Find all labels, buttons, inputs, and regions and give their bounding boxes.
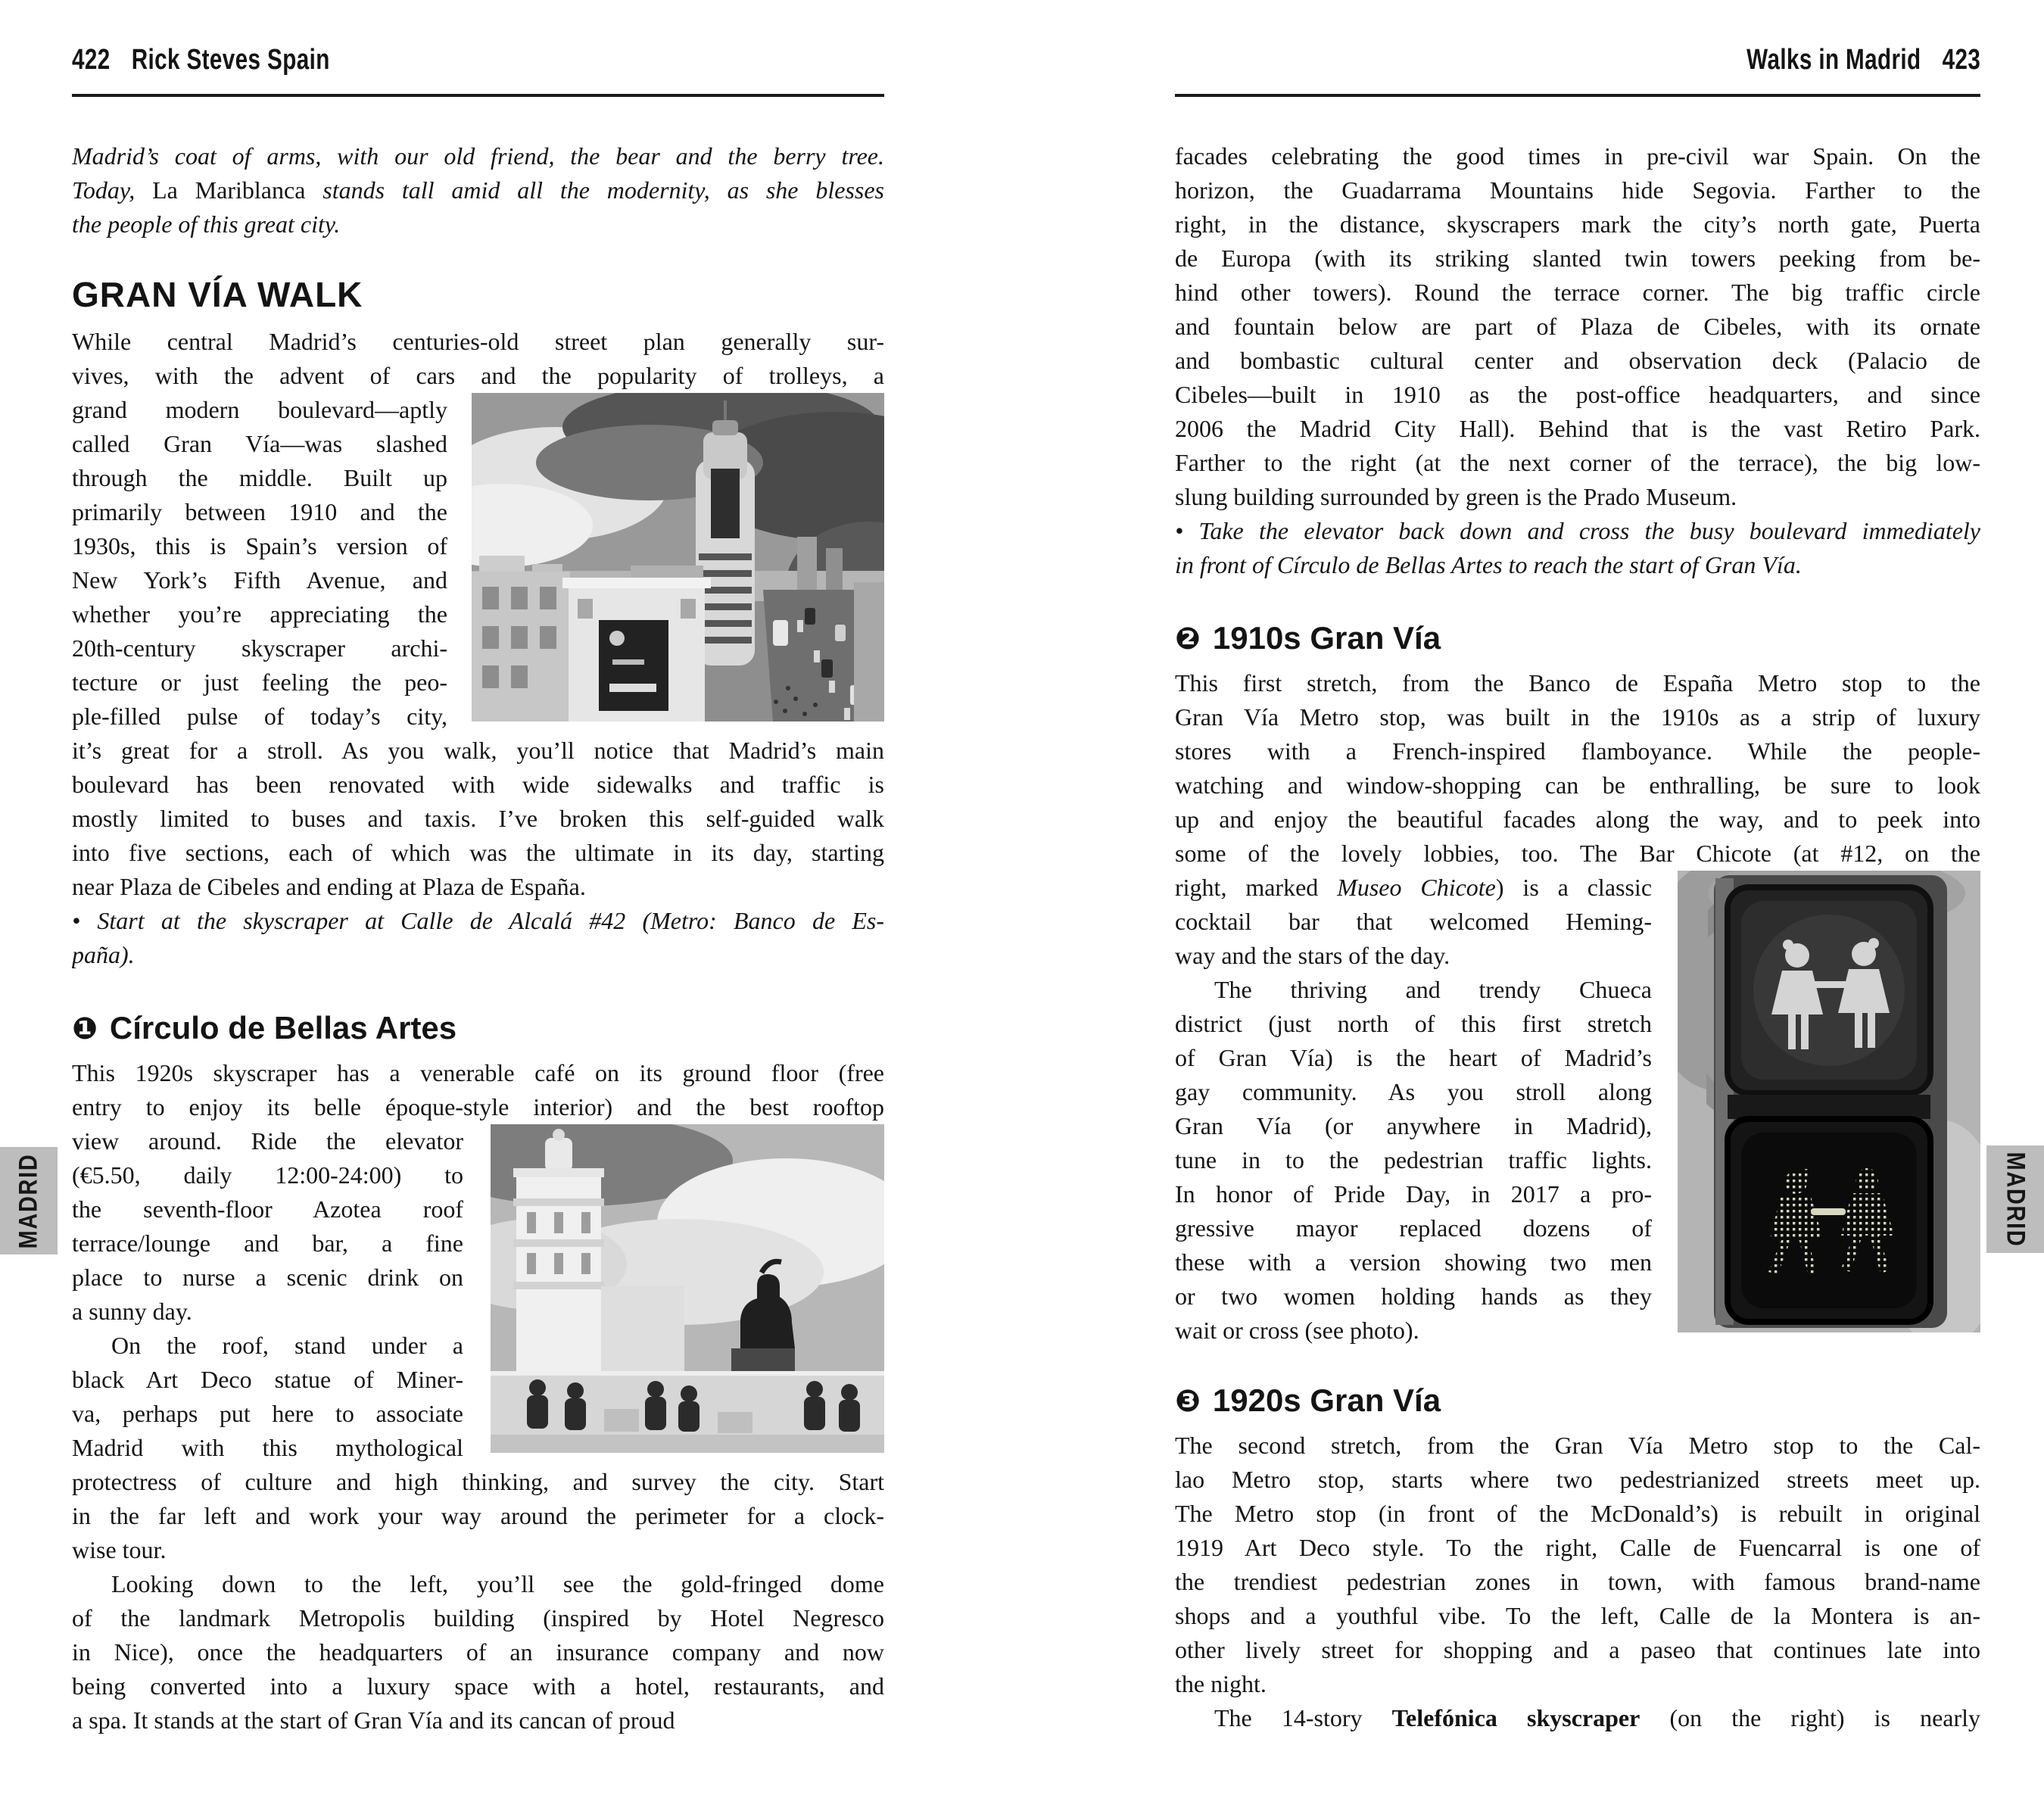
text-line: This 1920s skyscraper has a venerable café on its ground floor (free bbox=[72, 1059, 884, 1086]
text-line: wait or cross (see photo). bbox=[1175, 1317, 1419, 1344]
section-heading-label: 1910s Gran Vía bbox=[1212, 620, 1441, 656]
section-number-badge: ❷ bbox=[1175, 622, 1201, 656]
traffic-light-illustration bbox=[1678, 871, 1980, 1332]
left-page-body bbox=[72, 139, 884, 1738]
section-number-badge: ❶ bbox=[72, 1011, 98, 1046]
section-heading bbox=[72, 273, 884, 316]
text-line: right, in the distance, skyscrapers mark the city’s north gate, Puerta bbox=[1175, 210, 1980, 238]
text-line: Today, La Mariblanca stands tall amid all the modernity, as she blesses bbox=[72, 176, 884, 204]
section-heading-label: Círculo de Bellas Artes bbox=[109, 1010, 457, 1046]
madrid-tab-label: MADRID bbox=[14, 1153, 43, 1248]
text-line: cocktail bar that welcomed Heming- bbox=[1175, 908, 1652, 935]
text-line: protectress of culture and high thinking, and survey the city. Start bbox=[72, 1468, 884, 1495]
text-line: entry to enjoy its belle époque-style interior) and the best rooftop bbox=[72, 1093, 884, 1120]
text-line: terrace/lounge and bar, a fine bbox=[72, 1230, 463, 1257]
section-number-badge: ❸ bbox=[1175, 1384, 1201, 1419]
gran-via-street-photo bbox=[472, 393, 884, 722]
text-line: Looking down to the left, you’ll see the gold-fringed dome bbox=[111, 1570, 884, 1597]
book-title: Rick Steves Spain bbox=[131, 44, 330, 76]
section-heading bbox=[1175, 617, 1980, 660]
text-line: some of the lovely lobbies, too. The Bar Chicote (at #12, on the bbox=[1175, 840, 1980, 867]
text-line: Madrid’s coat of arms, with our old friend, the bear and the berry tree. bbox=[72, 142, 884, 170]
text-line: (€5.50, daily 12:00-24:00) to bbox=[72, 1161, 463, 1189]
page-number: 423 bbox=[1942, 44, 1980, 76]
madrid-chapter-tab-left bbox=[0, 1147, 58, 1254]
text-line: other lively street for shopping and a paseo that continues late into bbox=[1175, 1636, 1980, 1663]
text-line: place to nurse a scenic drink on bbox=[72, 1264, 463, 1291]
text-line: de Europa (with its striking slanted twin towers peeking from be- bbox=[1175, 245, 1980, 272]
header-left-group bbox=[72, 44, 330, 76]
text-line: • Take the elevator back down and cross the busy boulevard immediately bbox=[1175, 517, 1980, 544]
text-line: or two women holding hands as they bbox=[1175, 1282, 1652, 1310]
text-line: the trendiest pedestrian zones in town, with famous brand-name bbox=[1175, 1568, 1980, 1595]
text-line: grand modern boulevard—aptly bbox=[72, 396, 447, 423]
text-line: the night. bbox=[1175, 1670, 1267, 1697]
text-line: these with a version showing two men bbox=[1175, 1248, 1652, 1276]
left-page-header bbox=[72, 44, 884, 97]
section-heading bbox=[1175, 1379, 1980, 1423]
spacer bbox=[72, 242, 884, 272]
text-line: stores with a French-inspired flamboyance. While the people- bbox=[1175, 737, 1980, 765]
text-line: Madrid with this mythological bbox=[72, 1434, 463, 1461]
text-line: of the landmark Metropolis building (inspired by Hotel Negresco bbox=[72, 1604, 884, 1632]
text-line: district (just north of this first stretch bbox=[1175, 1010, 1652, 1037]
rooftop-terrace-illustration bbox=[491, 1124, 884, 1453]
text-line: up and enjoy the beautiful facades along the way, and to peek into bbox=[1175, 806, 1980, 833]
pedestrian-traffic-light-photo bbox=[1678, 871, 1980, 1332]
spacer bbox=[1175, 582, 1980, 617]
text-line: lao Metro stop, starts where two pedestrianized streets meet up. bbox=[1175, 1466, 1980, 1493]
text-line: The Metro stop (in front of the McDonald’s) is rebuilt in original bbox=[1175, 1500, 1980, 1527]
text-line: New York’s Fifth Avenue, and bbox=[72, 566, 447, 594]
section-heading bbox=[72, 1007, 884, 1050]
text-line: primarily between 1910 and the bbox=[72, 498, 447, 525]
text-line: hind other towers). Round the terrace corner. The big traffic circle bbox=[1175, 279, 1980, 306]
text-line: shops and a youthful vibe. To the left, Calle de la Montera is an- bbox=[1175, 1602, 1980, 1629]
chapter-title: Walks in Madrid bbox=[1746, 44, 1921, 76]
text-line: into five sections, each of which was the ultimate in its day, starting bbox=[72, 839, 884, 866]
text-line: This first stretch, from the Banco de España Metro stop to the bbox=[1175, 669, 1980, 697]
text-line: slung building surrounded by green is the Prado Museum. bbox=[1175, 483, 1737, 510]
text-line: facades celebrating the good times in pre-civil war Spain. On the bbox=[1175, 142, 1980, 170]
madrid-chapter-tab-right bbox=[1986, 1145, 2044, 1253]
right-page-header bbox=[1175, 44, 1980, 97]
text-line: 2006 the Madrid City Hall). Behind that is the vast Retiro Park. bbox=[1175, 415, 1980, 442]
gran-via-street-illustration bbox=[472, 393, 884, 722]
text-line: Gran Vía Metro stop, was built in the 1910s as a strip of luxury bbox=[1175, 703, 1980, 731]
text-line: boulevard has been renovated with wide sidewalks and traffic is bbox=[72, 771, 884, 798]
right-page-body bbox=[1175, 139, 1980, 1735]
text-line: Gran Vía (or anywhere in Madrid), bbox=[1175, 1112, 1652, 1139]
text-line: The 14-story Telefónica skyscraper (on the right) is nearly bbox=[1214, 1704, 1980, 1731]
text-line: a sunny day. bbox=[72, 1298, 192, 1325]
text-line: way and the stars of the day. bbox=[1175, 942, 1450, 969]
right-page bbox=[1175, 44, 1980, 1735]
text-line: a spa. It stands at the start of Gran Vía and its cancan of proud bbox=[72, 1706, 675, 1734]
text-line: vives, with the advent of cars and the popularity of trolleys, a bbox=[72, 362, 884, 389]
text-line: whether you’re appreciating the bbox=[72, 600, 447, 628]
azotea-rooftop-terrace-photo bbox=[491, 1124, 884, 1453]
text-line: Cibeles—built in 1910 as the post-office headquarters, and since bbox=[1175, 381, 1980, 408]
text-line: black Art Deco statue of Miner- bbox=[72, 1366, 463, 1393]
spacer bbox=[72, 972, 884, 1007]
text-line: being converted into a luxury space with a hotel, restaurants, and bbox=[72, 1672, 884, 1700]
text-line: tune in to the pedestrian traffic lights. bbox=[1175, 1146, 1652, 1173]
text-line: In honor of Pride Day, in 2017 a pro- bbox=[1175, 1180, 1652, 1208]
text-line: paña). bbox=[72, 941, 135, 968]
text-line: near Plaza de Cibeles and ending at Plaza de España. bbox=[72, 873, 586, 900]
text-line: The thriving and trendy Chueca bbox=[1214, 976, 1652, 1003]
text-line: the people of this great city. bbox=[72, 210, 341, 238]
text-line: right, marked Museo Chicote) is a classic bbox=[1175, 874, 1652, 901]
text-line: watching and window-shopping can be enthralling, be sure to look bbox=[1175, 771, 1980, 799]
text-line: gay community. As you stroll along bbox=[1175, 1078, 1652, 1105]
text-line: in the far left and work your way around the perimeter for a clock- bbox=[72, 1502, 884, 1529]
text-line: in front of Círculo de Bellas Artes to reach the start of Gran Vía. bbox=[1175, 551, 1802, 578]
text-line: va, perhaps put here to associate bbox=[72, 1400, 463, 1427]
text-line: mostly limited to buses and taxis. I’ve broken this self-guided walk bbox=[72, 805, 884, 832]
text-line: called Gran Vía—was slashed bbox=[72, 430, 447, 457]
spacer bbox=[1175, 1348, 1980, 1379]
text-line: in Nice), once the headquarters of an insurance company and now bbox=[72, 1638, 884, 1666]
header-right-group bbox=[1746, 44, 1980, 76]
text-line: ple-filled pulse of today’s city, bbox=[72, 703, 447, 730]
text-line: and bombastic cultural center and observation deck (Palacio de bbox=[1175, 347, 1980, 374]
text-line: tecture or just feeling the peo- bbox=[72, 669, 447, 696]
page-number: 422 bbox=[72, 44, 111, 76]
text-line: 1919 Art Deco style. To the right, Calle de Fuencarral is one of bbox=[1175, 1534, 1980, 1561]
text-line: horizon, the Guadarrama Mountains hide Segovia. Farther to the bbox=[1175, 176, 1980, 204]
text-line: through the middle. Built up bbox=[72, 464, 447, 491]
text-line: gressive mayor replaced dozens of bbox=[1175, 1214, 1652, 1242]
section-heading-label: 1920s Gran Vía bbox=[1212, 1382, 1441, 1418]
text-line: The second stretch, from the Gran Vía Metro stop to the Cal- bbox=[1175, 1432, 1980, 1459]
text-line: Farther to the right (at the next corner of the terrace), the big low- bbox=[1175, 449, 1980, 476]
text-line: of Gran Vía) is the heart of Madrid’s bbox=[1175, 1044, 1652, 1071]
text-line: • Start at the skyscraper at Calle de Alcalá #42 (Metro: Banco de Es- bbox=[72, 907, 884, 934]
madrid-tab-label: MADRID bbox=[2001, 1152, 2030, 1247]
text-line: view around. Ride the elevator bbox=[72, 1127, 463, 1155]
text-line: and fountain below are part of Plaza de Cibeles, with its ornate bbox=[1175, 313, 1980, 340]
text-line: While central Madrid’s centuries-old street plan generally sur- bbox=[72, 328, 884, 355]
text-line: it’s great for a stroll. As you walk, you’ll notice that Madrid’s main bbox=[72, 737, 884, 764]
text-line: On the roof, stand under a bbox=[111, 1332, 463, 1359]
text-line: 20th-century skyscraper archi- bbox=[72, 634, 447, 662]
text-line: 1930s, this is Spain’s version of bbox=[72, 532, 447, 559]
left-page bbox=[72, 44, 884, 1738]
section-heading-label: GRAN VÍA WALK bbox=[72, 275, 363, 314]
text-line: wise tour. bbox=[72, 1536, 167, 1563]
text-line: the seventh-floor Azotea roof bbox=[72, 1195, 463, 1223]
